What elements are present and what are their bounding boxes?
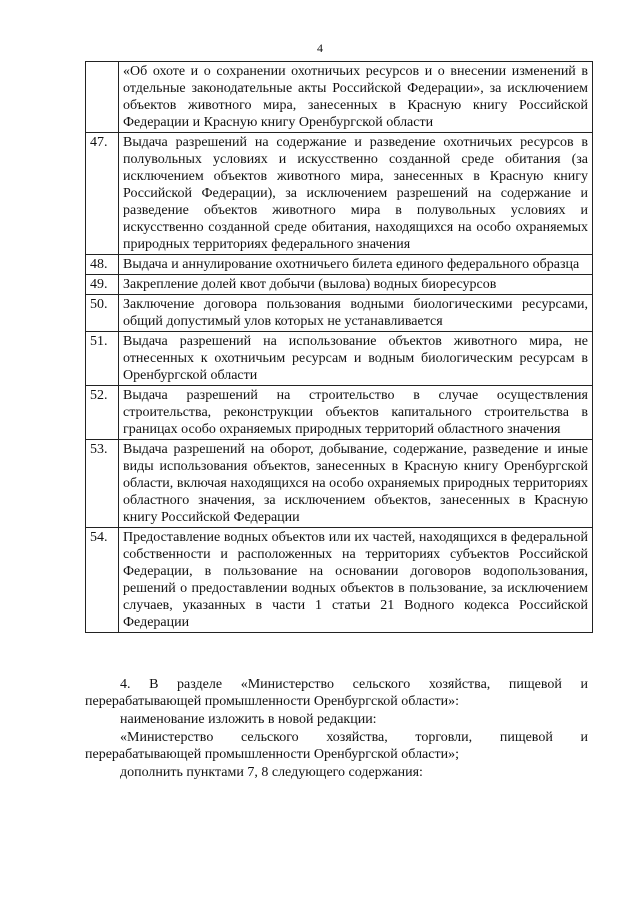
row-text: Выдача разрешений на строительство в случае осуществления строительства, реконструкции объектов капитального строительства в границах особо охраняемых природных территорий областного значения	[119, 386, 593, 440]
regulation-table	[85, 61, 593, 633]
row-text: Выдача разрешений на оборот, добывание, содержание, разведение и иные виды использования объектов, занесенных в Красную книгу Оренбургской области, включая находящихся на особо охраняемых природных территориях областного значения, за исключением объектов, занесенных в Красную книгу Российской Федерации	[119, 440, 593, 528]
row-text: Предоставление водных объектов или их частей, находящихся в федеральной собственности и расположенных на территориях субъектов Российской Федерации, в пользование на основании договоров водопользования, решений о предоставлении водных объектов в пользование, за исключением случаев, указанных в части 1 статьи 21 Водного кодекса Российской Федерации	[119, 528, 593, 633]
item-4-line-1: 4. В разделе «Министерство сельского хозяйства, пищевой и	[120, 677, 588, 692]
table-body	[86, 62, 593, 633]
table-row	[86, 386, 593, 440]
table-row	[86, 295, 593, 332]
row-number	[86, 62, 119, 133]
table-row	[86, 275, 593, 295]
row-number: 52.	[86, 386, 119, 440]
supplement-line: дополнить пунктами 7, 8 следующего содержания:	[120, 765, 423, 780]
row-text: «Об охоте и о сохранении охотничьих ресурсов и о внесении изменений в отдельные законодательные акты Российской Федерации», за исключением объектов животного мира, занесенных в Красную книгу Российской Федерации и Красную книгу Оренбургской области	[119, 62, 593, 133]
row-text: Заключение договора пользования водными биологическими ресурсами, общий допустимый улов которых не устанавливается	[119, 295, 593, 332]
page-number: 4	[317, 41, 323, 55]
row-number: 48.	[86, 255, 119, 275]
new-name-line-1: «Министерство сельского хозяйства, торговли, пищевой и	[120, 730, 588, 745]
row-text: Закрепление долей квот добычи (вылова) водных биоресурсов	[119, 275, 593, 295]
table-row	[86, 62, 593, 133]
row-number: 51.	[86, 332, 119, 386]
rename-line: наименование изложить в новой редакции:	[120, 712, 377, 727]
row-number: 50.	[86, 295, 119, 332]
row-text: Выдача и аннулирование охотничьего билета единого федерального образца	[119, 255, 593, 275]
table-row	[86, 133, 593, 255]
row-number: 47.	[86, 133, 119, 255]
row-number: 54.	[86, 528, 119, 633]
table-row	[86, 528, 593, 633]
new-name-line-2: перерабатывающей промышленности Оренбургской области»;	[85, 747, 459, 762]
table-row	[86, 255, 593, 275]
row-number: 53.	[86, 440, 119, 528]
row-text: Выдача разрешений на содержание и разведение охотничьих ресурсов в полувольных условиях и искусственно созданной среде обитания (за исключением объектов животного мира, занесенных в Красную книгу Российской Федерации), за исключением разрешений на содержание и разведение объектов животного мира в полувольных условиях и искусственно созданной среде обитания, находящихся на особо охраняемых природных территориях федерального значения	[119, 133, 593, 255]
row-text: Выдача разрешений на использование объектов животного мира, не отнесенных к охотничьим ресурсам и водным биологическим ресурсам в Оренбургской области	[119, 332, 593, 386]
item-4-line-2: перерабатывающей промышленности Оренбургской области»:	[85, 694, 459, 709]
table-row	[86, 332, 593, 386]
table-row	[86, 440, 593, 528]
row-number: 49.	[86, 275, 119, 295]
